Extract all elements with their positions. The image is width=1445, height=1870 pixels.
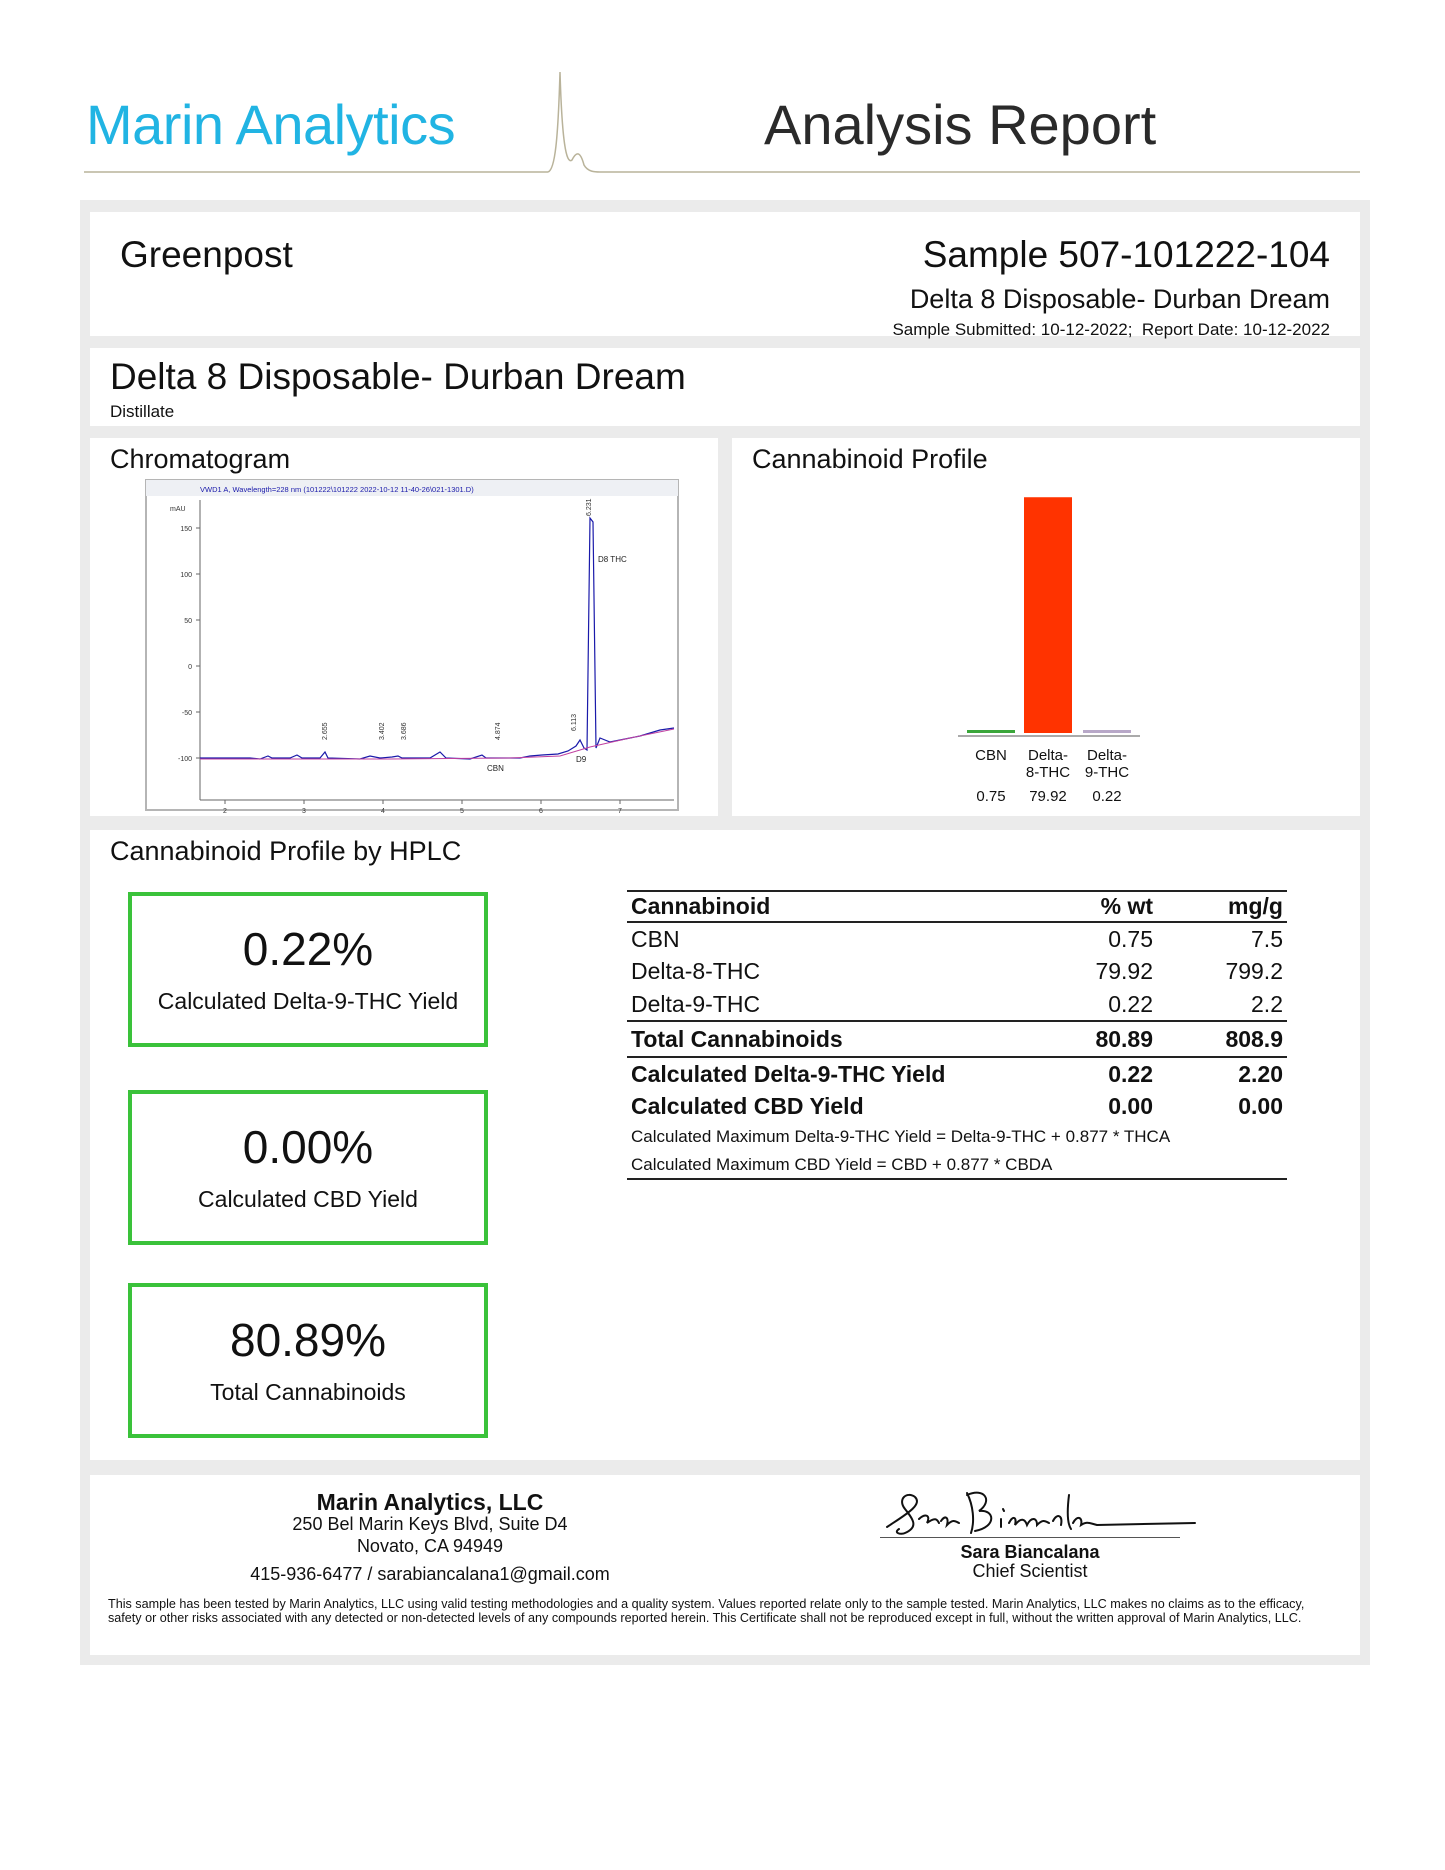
yield-label: Total Cannabinoids — [210, 1379, 406, 1405]
y-tick-label: -50 — [181, 710, 192, 717]
signature — [875, 1475, 1205, 1545]
disclaimer-text: This sample has been tested by Marin Analytics, LLC using valid testing methodologies and a quality system. Values reported relate only to the sample tested. Marin Analytics, LLC makes no claims as to the efficacy, safety or other risks associated with any detected or non-detected levels of any compounds reported herein. This Certificate shall not be reproduced except in full, without the written approval of Marin Analytics, LLC. — [108, 1597, 1305, 1625]
y-tick-label: 100 — [180, 572, 192, 579]
report-title: Analysis Report — [764, 93, 1157, 156]
chromatogram-y-unit: mAU — [170, 506, 186, 513]
signature-line — [880, 1537, 1180, 1538]
client-name: Greenpost — [120, 234, 293, 275]
yield-label: Calculated Delta-9-THC Yield — [157, 988, 459, 1014]
y-tick-label: -100 — [177, 756, 192, 763]
category-label: 9-THC — [1084, 764, 1130, 781]
cannabinoid-bar-chart — [732, 438, 1360, 816]
yield-box-total — [128, 1283, 488, 1438]
table-row-formula — [627, 1151, 1287, 1179]
cell-pct-wt: 0.00 — [1108, 1093, 1153, 1119]
category-label: CBN — [975, 747, 1007, 764]
table-row — [627, 955, 1287, 988]
peak-label: 2.655 — [322, 722, 329, 740]
signer-title: Chief Scientist — [972, 1561, 1088, 1581]
cannabinoid-profile-card — [732, 438, 1360, 816]
peak-label: 3.686 — [401, 722, 408, 740]
category-label: 8-THC — [1025, 764, 1071, 781]
footer-card — [90, 1475, 1360, 1655]
formula-text: Calculated Maximum CBD Yield = CBD + 0.877 * CBDA — [627, 1151, 1287, 1179]
company-address-line1: 250 Bel Marin Keys Blvd, Suite D4 — [292, 1514, 568, 1534]
yield-value: 0.22% — [242, 923, 374, 975]
table-row-yield — [627, 1090, 1287, 1123]
company-address-line2: Novato, CA 94949 — [356, 1536, 504, 1556]
peak-label: 4.874 — [495, 722, 502, 740]
cell-cannabinoid: Delta-8-THC — [631, 958, 761, 984]
value-label: 0.22 — [1092, 788, 1122, 805]
chromatogram-plot — [90, 438, 718, 816]
value-label: 79.92 — [1029, 788, 1067, 805]
yield-label: Calculated CBD Yield — [198, 1186, 418, 1212]
x-tick-label: 5 — [460, 808, 464, 815]
x-tick-label: 7 — [618, 808, 622, 815]
x-tick-label: 2 — [223, 808, 227, 815]
cell-mg-g: 7.5 — [1251, 925, 1283, 952]
value-label: 0.75 — [976, 788, 1006, 805]
brand-logo-text: Marin Analytics — [86, 93, 456, 156]
cell-pct-wt: 80.89 — [1027, 1021, 1157, 1057]
signer-name: Sara Biancalana — [960, 1542, 1100, 1562]
category-label: Delta- — [1086, 747, 1128, 764]
bar-delta-9-thc — [1083, 730, 1131, 733]
annotation-cbn: CBN — [487, 764, 504, 773]
annotation-d8-thc: D8 THC — [598, 555, 627, 564]
table-row-total — [627, 1021, 1287, 1057]
peak-label: 3.402 — [379, 722, 386, 740]
cell-mg-g: 799.2 — [1225, 958, 1283, 984]
cell-pct-wt: 79.92 — [1095, 958, 1153, 984]
yield-value: 80.89% — [229, 1314, 386, 1366]
table-row-formula — [627, 1123, 1287, 1151]
chromatogram-card — [90, 438, 718, 816]
cell-pct-wt: 0.22 — [1108, 1060, 1153, 1087]
x-tick-label: 6 — [539, 808, 543, 815]
company-name: Marin Analytics, LLC — [316, 1489, 544, 1515]
table-row — [627, 988, 1287, 1021]
cell-mg-g: 2.2 — [1251, 990, 1283, 1017]
report-header — [0, 0, 1445, 180]
sample-dates: Sample Submitted: 10-12-2022; Report Date: 10-12-2022 — [892, 320, 1330, 339]
cell-cannabinoid: Calculated CBD Yield — [631, 1093, 864, 1119]
sample-card — [90, 212, 1360, 339]
formula-text: Calculated Maximum Delta-9-THC Yield = Delta-9-THC + 0.877 * THCA — [631, 1127, 1171, 1146]
column-header-pct-wt: % wt — [1027, 891, 1157, 922]
y-tick-label: 150 — [180, 526, 192, 533]
y-tick-label: 50 — [184, 618, 192, 625]
column-header-mg-g: mg/g — [1157, 891, 1287, 922]
hplc-results-table — [627, 890, 1287, 1180]
table-header-row — [627, 891, 1287, 922]
chromatogram-title: Chromatogram — [110, 444, 291, 474]
cell-pct-wt: 0.75 — [1108, 925, 1153, 952]
cell-mg-g: 2.20 — [1238, 1060, 1283, 1087]
annotation-d9: D9 — [576, 755, 587, 764]
cell-cannabinoid: Calculated Delta-9-THC Yield — [631, 1060, 946, 1087]
product-type: Distillate — [110, 402, 175, 421]
report-panel — [80, 200, 1370, 1665]
product-card — [90, 348, 1360, 426]
cell-mg-g: 808.9 — [1157, 1021, 1287, 1057]
hplc-card — [90, 830, 1360, 1460]
sample-id: Sample 507-101222-104 — [922, 234, 1330, 275]
cell-mg-g: 0.00 — [1238, 1093, 1283, 1119]
yield-box-cbd — [128, 1090, 488, 1245]
cannabinoid-profile-title: Cannabinoid Profile — [752, 444, 988, 474]
bar-delta-8-thc — [1024, 497, 1072, 733]
table-row — [627, 922, 1287, 955]
peak-label: 6.231 — [586, 498, 593, 516]
cell-cannabinoid: Delta-9-THC — [631, 990, 761, 1017]
hplc-title: Cannabinoid Profile by HPLC — [110, 836, 462, 866]
product-name: Delta 8 Disposable- Durban Dream — [110, 356, 686, 397]
sample-product-name: Delta 8 Disposable- Durban Dream — [909, 284, 1330, 314]
bar-cbn — [967, 730, 1015, 733]
chromatogram-header-text: VWD1 A, Wavelength=228 nm (101222\101222 2022-10-12 11-40-26\021-1301.D) — [200, 485, 474, 494]
company-contact: 415-936-6477 / sarabiancalana1@gmail.com — [250, 1564, 610, 1584]
column-header-cannabinoid: Cannabinoid — [627, 891, 1027, 922]
x-tick-label: 4 — [381, 808, 385, 815]
yield-box-delta9 — [128, 892, 488, 1047]
y-tick-label: 0 — [188, 664, 192, 671]
cell-cannabinoid: Total Cannabinoids — [627, 1021, 1027, 1057]
cell-pct-wt: 0.22 — [1108, 990, 1153, 1017]
x-tick-label: 3 — [302, 808, 306, 815]
cell-cannabinoid: CBN — [631, 925, 680, 952]
peak-label: 6.113 — [571, 714, 578, 731]
yield-value: 0.00% — [242, 1121, 374, 1173]
table-row-yield — [627, 1057, 1287, 1090]
category-label: Delta- — [1027, 747, 1069, 764]
